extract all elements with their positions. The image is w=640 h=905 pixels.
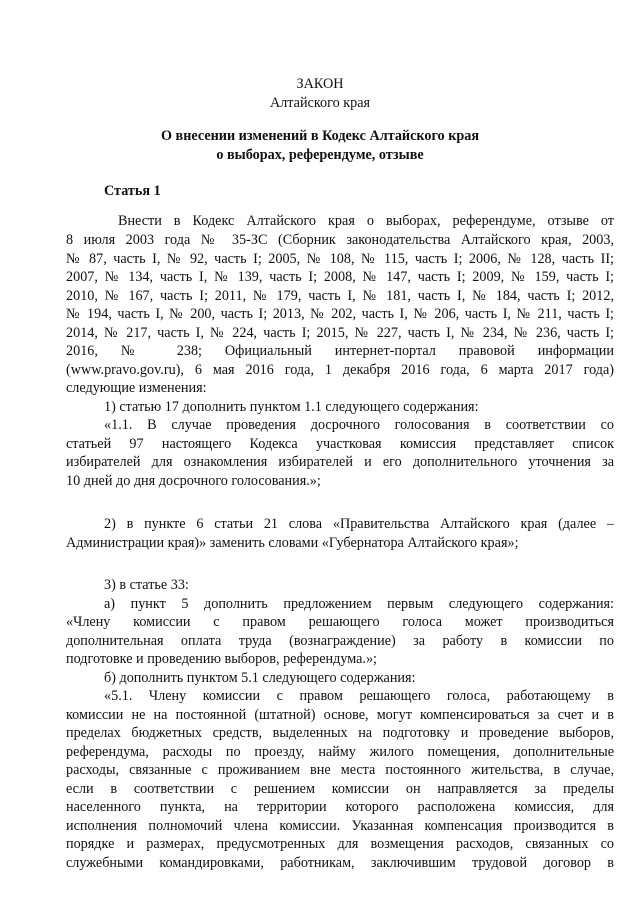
body-line: № 194, часть I, № 200, часть I; 2013, № 202, часть I, № 206, часть I, № 211, часть I; bbox=[66, 306, 614, 322]
body-line: «Члену комиссии с правом решающего голоса может производиться bbox=[66, 614, 614, 630]
body-line: 2010, № 167, часть I; 2011, № 179, часть I, № 181, часть I, № 184, часть I; 2012, bbox=[66, 288, 614, 304]
body-line: а) пункт 5 дополнить предложением первым следующего содержания: bbox=[104, 596, 614, 612]
title-line-2: о выборах, референдуме, отзыве bbox=[216, 147, 424, 163]
body-line: населенного пункта, на территории которого расположена комиссия, для bbox=[66, 799, 614, 815]
body-line: пределах бюджетных средств, выделенных на подготовку и проведение выборов, bbox=[66, 725, 614, 741]
body-line: «1.1. В случае проведения досрочного голосования в соответствии со bbox=[104, 417, 614, 433]
body-line: референдума, расходы по проезду, найму жилого помещения, дополнительные bbox=[66, 744, 614, 760]
body-line: если в соответствии с решением комиссии он направляется за пределы bbox=[66, 781, 614, 797]
body-line: 1) статью 17 дополнить пунктом 1.1 следующего содержания: bbox=[104, 399, 479, 415]
body-line: Администрации края)» заменить словами «Губернатора Алтайского края»; bbox=[66, 535, 519, 551]
body-line: дополнительная оплата труда (вознаграждение) за работу в комиссии по bbox=[66, 633, 614, 649]
body-line: подготовке и проведению выборов, референдума.»; bbox=[66, 651, 377, 667]
body-line: служебными командировками, работникам, заключившим трудовой договор в bbox=[66, 855, 614, 871]
body-line: № 87, часть I, № 92, часть I; 2005, № 108, № 115, часть I; 2006, № 128, часть II; bbox=[66, 251, 614, 267]
article-heading: Статья 1 bbox=[104, 183, 161, 199]
body-line: избирателей для ознакомления избирателей и его дополнительного уточнения за bbox=[66, 454, 614, 470]
body-line: 2007, № 134, часть I, № 139, часть I; 2008, № 147, часть I; 2009, № 159, часть I; bbox=[66, 269, 614, 285]
body-line: порядке и размерах, предусмотренных для возмещения расходов, связанных со bbox=[66, 836, 614, 852]
body-line: 2014, № 217, часть I, № 224, часть I; 2015, № 227, часть I, № 234, № 236, часть I; bbox=[66, 325, 614, 341]
body-line: 3) в статье 33: bbox=[104, 577, 189, 593]
law-heading: ЗАКОН bbox=[296, 76, 344, 92]
body-line: Внести в Кодекс Алтайского края о выборах, референдуме, отзыве от bbox=[118, 213, 614, 229]
body-line: исполнения полномочий члена комиссии. Указанная компенсация производится в bbox=[66, 818, 614, 834]
body-line: б) дополнить пунктом 5.1 следующего содержания: bbox=[104, 670, 416, 686]
body-line: расходы, связанные с проживанием вне места постоянного жительства, в случае, bbox=[66, 762, 614, 778]
body-line: статьей 97 настоящего Кодекса участковая комиссия представляет список bbox=[66, 436, 614, 452]
region-heading: Алтайского края bbox=[269, 95, 371, 111]
body-line: 2016, № 238; Официальный интернет-портал правовой информации bbox=[66, 343, 614, 359]
body-line: 10 дней до дня досрочного голосования.»; bbox=[66, 473, 321, 489]
title-line-1: О внесении изменений в Кодекс Алтайского края bbox=[160, 128, 480, 144]
body-line: (www.pravo.gov.ru), 6 мая 2016 года, 1 декабря 2016 года, 6 марта 2017 года) bbox=[66, 362, 614, 378]
body-line: 8 июля 2003 года № 35-ЗС (Сборник законодательства Алтайского края, 2003, bbox=[66, 232, 614, 248]
body-line: комиссии не на постоянной (штатной) основе, могут компенсироваться за счет и в bbox=[66, 707, 614, 723]
body-line: следующие изменения: bbox=[66, 380, 207, 396]
body-line: 2) в пункте 6 статьи 21 слова «Правительства Алтайского края (далее – bbox=[104, 516, 614, 532]
body-line: «5.1. Члену комиссии с правом решающего голоса, работающему в bbox=[104, 688, 614, 704]
